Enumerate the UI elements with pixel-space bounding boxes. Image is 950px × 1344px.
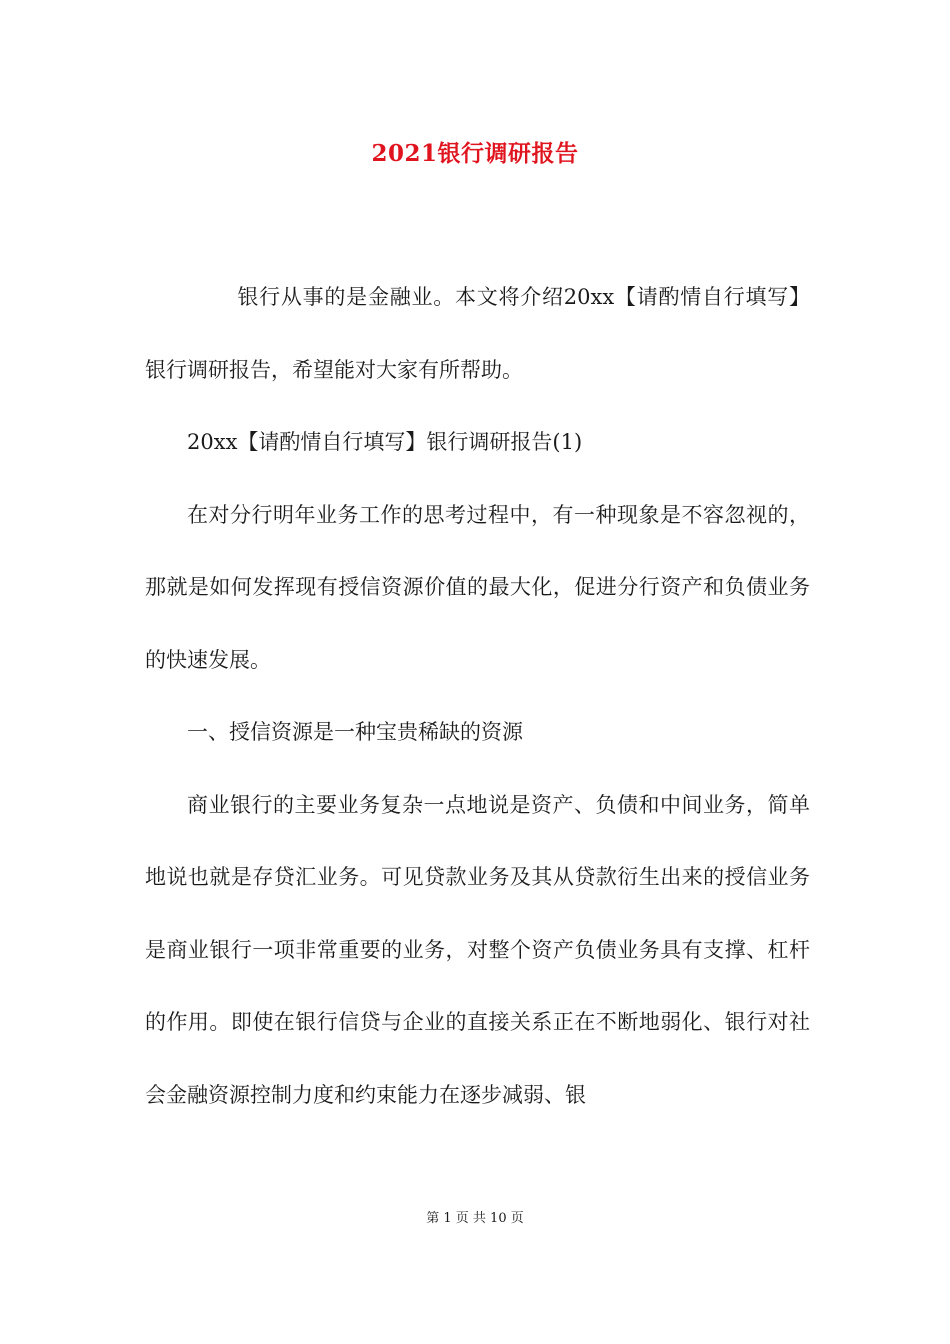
page-footer: 第 1 页 共 10 页 bbox=[426, 1211, 524, 1226]
document-title: 2021银行调研报告 bbox=[371, 140, 579, 167]
document-body bbox=[145, 261, 810, 1131]
paragraph-section-heading: 20xx【请酌情自行填写】银行调研报告(1) bbox=[187, 430, 583, 454]
paragraph-body: 在对分行明年业务工作的思考过程中，有一种现象是不容忽视的，那就是如何发挥现有授信资源价值的最大化，促进分行资产和负债业务的快速发展。 bbox=[145, 502, 810, 672]
paragraph-subheading: 一、授信资源是一种宝贵稀缺的资源 bbox=[187, 720, 523, 744]
paragraph-body: 商业银行的主要业务复杂一点地说是资产、负债和中间业务，简单地说也就是存贷汇业务。可见贷款业务及其从贷款衍生出来的授信业务是商业银行一项非常重要的业务，对整个资产负债业务具有支撑、杠杆的作用。即使在银行信贷与企业的直接关系正在不断地弱化、银行对社会金融资源控制力度和约束能力在逐步减弱、银 bbox=[145, 792, 810, 1107]
paragraph-intro: 银行从事的是金融业。本文将介绍20xx【请酌情自行填写】银行调研报告，希望能对大家有所帮助。 bbox=[145, 285, 810, 382]
